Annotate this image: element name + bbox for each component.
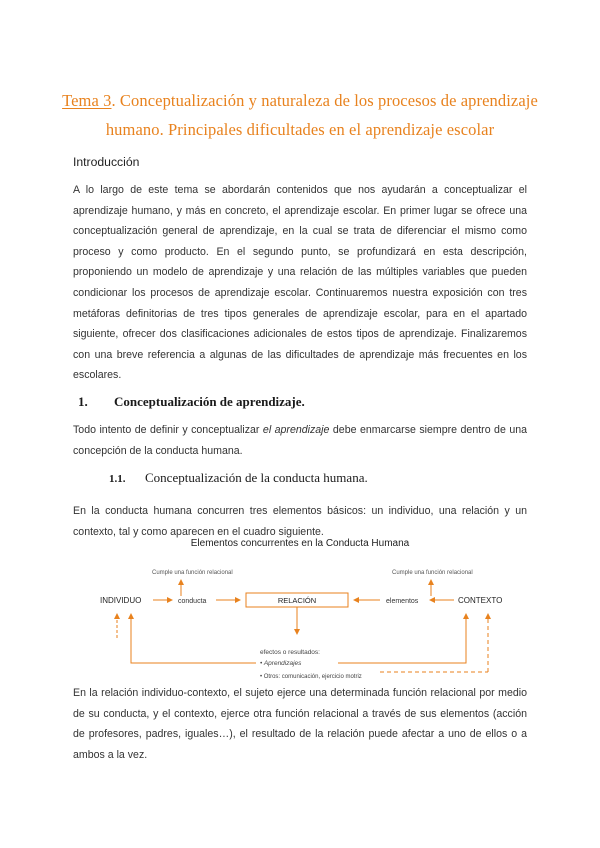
section11-title: Conceptualización de la conducta humana. [145,470,368,485]
contexto-label: CONTEXTO [458,596,503,605]
section1-title: Conceptualización de aprendizaje. [114,394,305,409]
intro-paragraph: A lo largo de este tema se abordarán contenidos que nos ayudarán a conceptualizar el aprendizaje humano, y más en concreto, el aprendizaje escolar. En primer lugar se ofrece una conceptualización general de aprendizaje, en la cual se trata de diferenciar el mismo como proceso y como producto. En el segundo punto, se profundizará en esta descripción, proponiendo un modelo de aprendizaje y una relación de las múltiples variables que pueden condicionar los procesos de aprendizaje escolar. Continuaremos nuestra exposición con tres metáforas definitorias de tres tipos generales de aprendizaje escolar, para en el apartado siguiente, ofrecer dos clasificaciones adicionales de estos tipos de aprendizaje. Finalizaremos con una breve referencia a algunas de las dificultades de aprendizaje más frecuentes en los escolares. [73,184,527,382]
section11-paragraph1: En la conducta humana concurren tres elementos básicos: un individuo, una relación y un contexto, tal y como aparecen en el cuadro siguiente. [73,505,527,538]
elementos-label: elementos [386,598,419,605]
title-line2: humano. Principales dificultades en el aprendizaje escolar [105,120,495,139]
document-title [60,86,540,144]
diagram-title: Elementos concurrentes en la Conducta Humana [190,538,410,549]
aprendizajes-label: • Aprendizajes [260,660,302,667]
individuo-label: INDIVIDUO [100,596,142,605]
funcion-left-label: Cumple una función relacional [152,570,233,576]
section11-paragraph2: En la relación individuo-contexto, el sujeto ejerce una determinada función relacional por medio de su conducta, y el contexto, ejerce otra función relacional a través de sus elementos (acción de profesores, padres, iguales…), el resultado de la relación puede afectar a uno de ellos o a ambos a la vez. [73,687,527,761]
section1-para-after: debe enmarcarse siempre dentro de una concepción de la conducta humana. [73,424,528,457]
section11-heading [109,470,368,486]
section1-paragraph [73,420,527,461]
title-line1-rest: . Conceptualización y naturaleza de los procesos de aprendizaje [111,91,538,110]
feedback-contexto-solid [338,614,466,663]
efectos-label: efectos o resultados: [260,649,320,656]
funcion-right-label: Cumple una función relacional [392,570,473,576]
relacion-label: RELACIÓN [277,596,317,605]
section1-heading [78,394,305,410]
title-tema-link: Tema 3 [62,91,112,110]
section1-para-before: Todo intento de definir y conceptualizar [73,424,263,436]
feedback-individuo-solid [131,614,256,663]
section1-number: 1. [78,394,88,409]
section11-number: 1.1. [109,473,126,485]
behavior-diagram [0,538,600,682]
conducta-label: conducta [178,598,207,605]
section1-para-em: el aprendizaje [262,424,330,436]
intro-heading: Introducción [73,155,140,169]
otros-label: • Otros: comunicación, ejercicio motriz [260,674,362,680]
